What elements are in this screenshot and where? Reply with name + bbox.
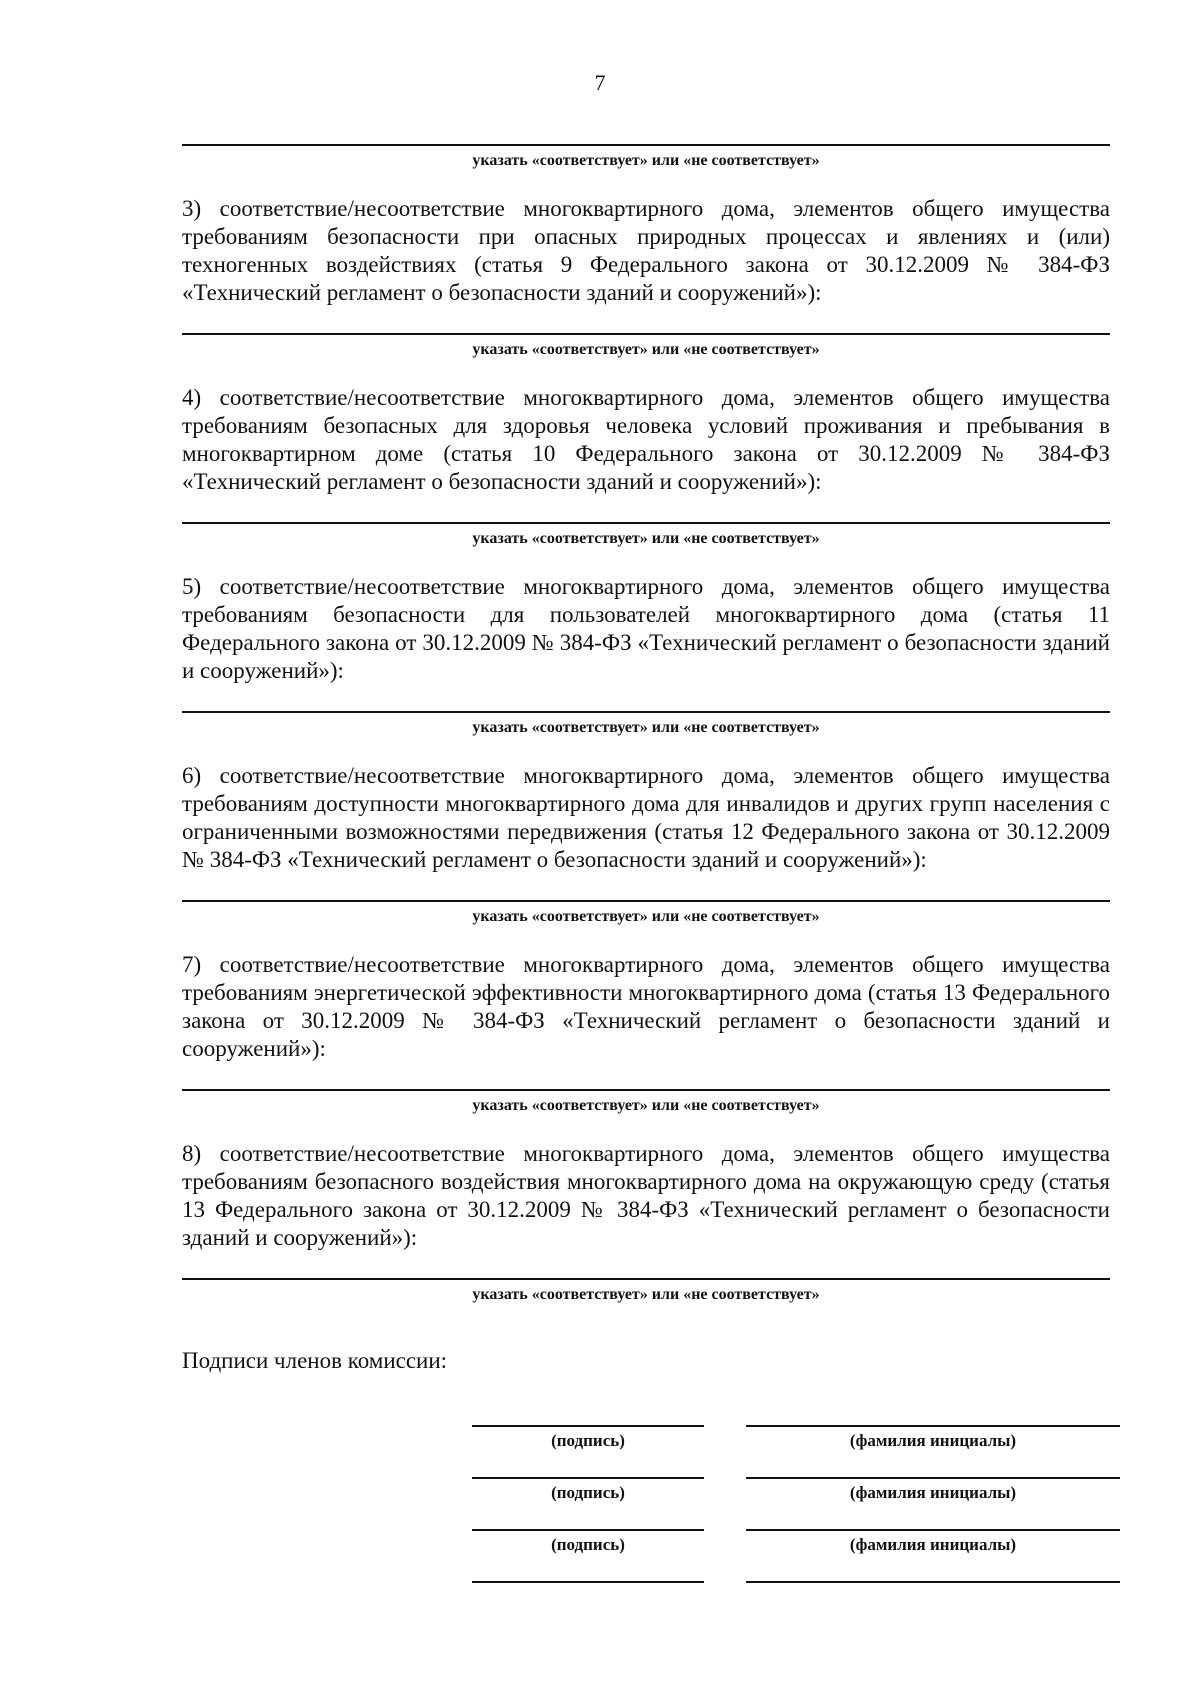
- answer-field-6: [182, 900, 1110, 928]
- answer-line[interactable]: [182, 711, 1110, 713]
- answer-line[interactable]: [182, 900, 1110, 902]
- signature-row-2: [0, 1477, 1200, 1507]
- answer-field-8: [182, 1278, 1110, 1306]
- answer-caption: указать «соответствует» или «не соответствует»: [472, 530, 820, 547]
- answer-caption: указать «соответствует» или «не соответствует»: [472, 341, 820, 358]
- signature-line[interactable]: [472, 1425, 704, 1427]
- answer-caption: указать «соответствует» или «не соответствует»: [472, 719, 820, 736]
- answer-line[interactable]: [182, 1278, 1110, 1280]
- answer-field-5: [182, 711, 1110, 739]
- signature-line[interactable]: [472, 1581, 704, 1583]
- signature-row-1: [0, 1425, 1200, 1455]
- answer-caption: указать «соответствует» или «не соответствует»: [472, 908, 820, 925]
- answer-field-4: [182, 522, 1110, 550]
- signature-line[interactable]: [472, 1477, 704, 1479]
- item-4-text: 4) соответствие/несоответствие многоквартирного дома, элементов общего имущества требованиям безопасных для здоровья человека условий проживания и пребывания в многоквартирном доме (статья 10 Федерального закона от 30.12.2009 № 384-ФЗ «Технический регламент о безопасности зданий и сооружений»):: [182, 385, 1110, 494]
- name-line[interactable]: [746, 1425, 1120, 1427]
- signature-caption: (подпись): [551, 1535, 625, 1554]
- answer-caption: указать «соответствует» или «не соответствует»: [472, 152, 820, 169]
- answer-field-2: [182, 144, 1110, 172]
- answer-field-7: [182, 1089, 1110, 1117]
- signature-line[interactable]: [472, 1529, 704, 1531]
- name-line[interactable]: [746, 1529, 1120, 1531]
- name-line[interactable]: [746, 1477, 1120, 1479]
- item-3-text: 3) соответствие/несоответствие многоквартирного дома, элементов общего имущества требованиям безопасности при опасных природных процессах и явлениях и (или) техногенных воздействиях (статья 9 Федерального закона от 30.12.2009 № 384-ФЗ «Технический регламент о безопасности зданий и сооружений»):: [182, 196, 1110, 305]
- page-number: 7: [594, 70, 606, 95]
- signature-caption: (подпись): [551, 1483, 625, 1502]
- signature-row-4: [0, 1581, 1200, 1611]
- item-8-text: 8) соответствие/несоответствие многоквартирного дома, элементов общего имущества требованиям безопасного воздействия многоквартирного дома на окружающую среду (статья 13 Федерального закона от 30.12.2009 № 384-ФЗ «Технический регламент о безопасности зданий и сооружений»):: [182, 1141, 1110, 1250]
- item-5-text: 5) соответствие/несоответствие многоквартирного дома, элементов общего имущества требованиям безопасности для пользователей многоквартирного дома (статья 11 Федерального закона от 30.12.2009 № 384-ФЗ «Технический регламент о безопасности зданий и сооружений»):: [182, 574, 1110, 683]
- answer-field-3: [182, 333, 1110, 361]
- name-caption: (фамилия инициалы): [849, 1483, 1017, 1502]
- signature-caption: (подпись): [551, 1431, 625, 1450]
- answer-line[interactable]: [182, 144, 1110, 146]
- answer-line[interactable]: [182, 522, 1110, 524]
- name-caption: (фамилия инициалы): [849, 1431, 1017, 1450]
- answer-caption: указать «соответствует» или «не соответствует»: [472, 1097, 820, 1114]
- answer-line[interactable]: [182, 333, 1110, 335]
- signatures-title: Подписи членов комиссии:: [182, 1348, 448, 1373]
- answer-line[interactable]: [182, 1089, 1110, 1091]
- item-7-text: 7) соответствие/несоответствие многоквартирного дома, элементов общего имущества требованиям энергетической эффективности многоквартирного дома (статья 13 Федерального закона от 30.12.2009 № 384-ФЗ «Технический регламент о безопасности зданий и сооружений»):: [182, 952, 1110, 1061]
- name-caption: (фамилия инициалы): [849, 1535, 1017, 1554]
- item-6-text: 6) соответствие/несоответствие многоквартирного дома, элементов общего имущества требованиям доступности многоквартирного дома для инвалидов и других групп населения с ограниченными возможностями передвижения (статья 12 Федерального закона от 30.12.2009 № 384-ФЗ «Технический регламент о безопасности зданий и сооружений»):: [182, 763, 1110, 872]
- name-line[interactable]: [746, 1581, 1120, 1583]
- form-content: [182, 100, 1110, 1306]
- answer-caption: указать «соответствует» или «не соответствует»: [472, 1286, 820, 1303]
- signature-row-3: [0, 1529, 1200, 1559]
